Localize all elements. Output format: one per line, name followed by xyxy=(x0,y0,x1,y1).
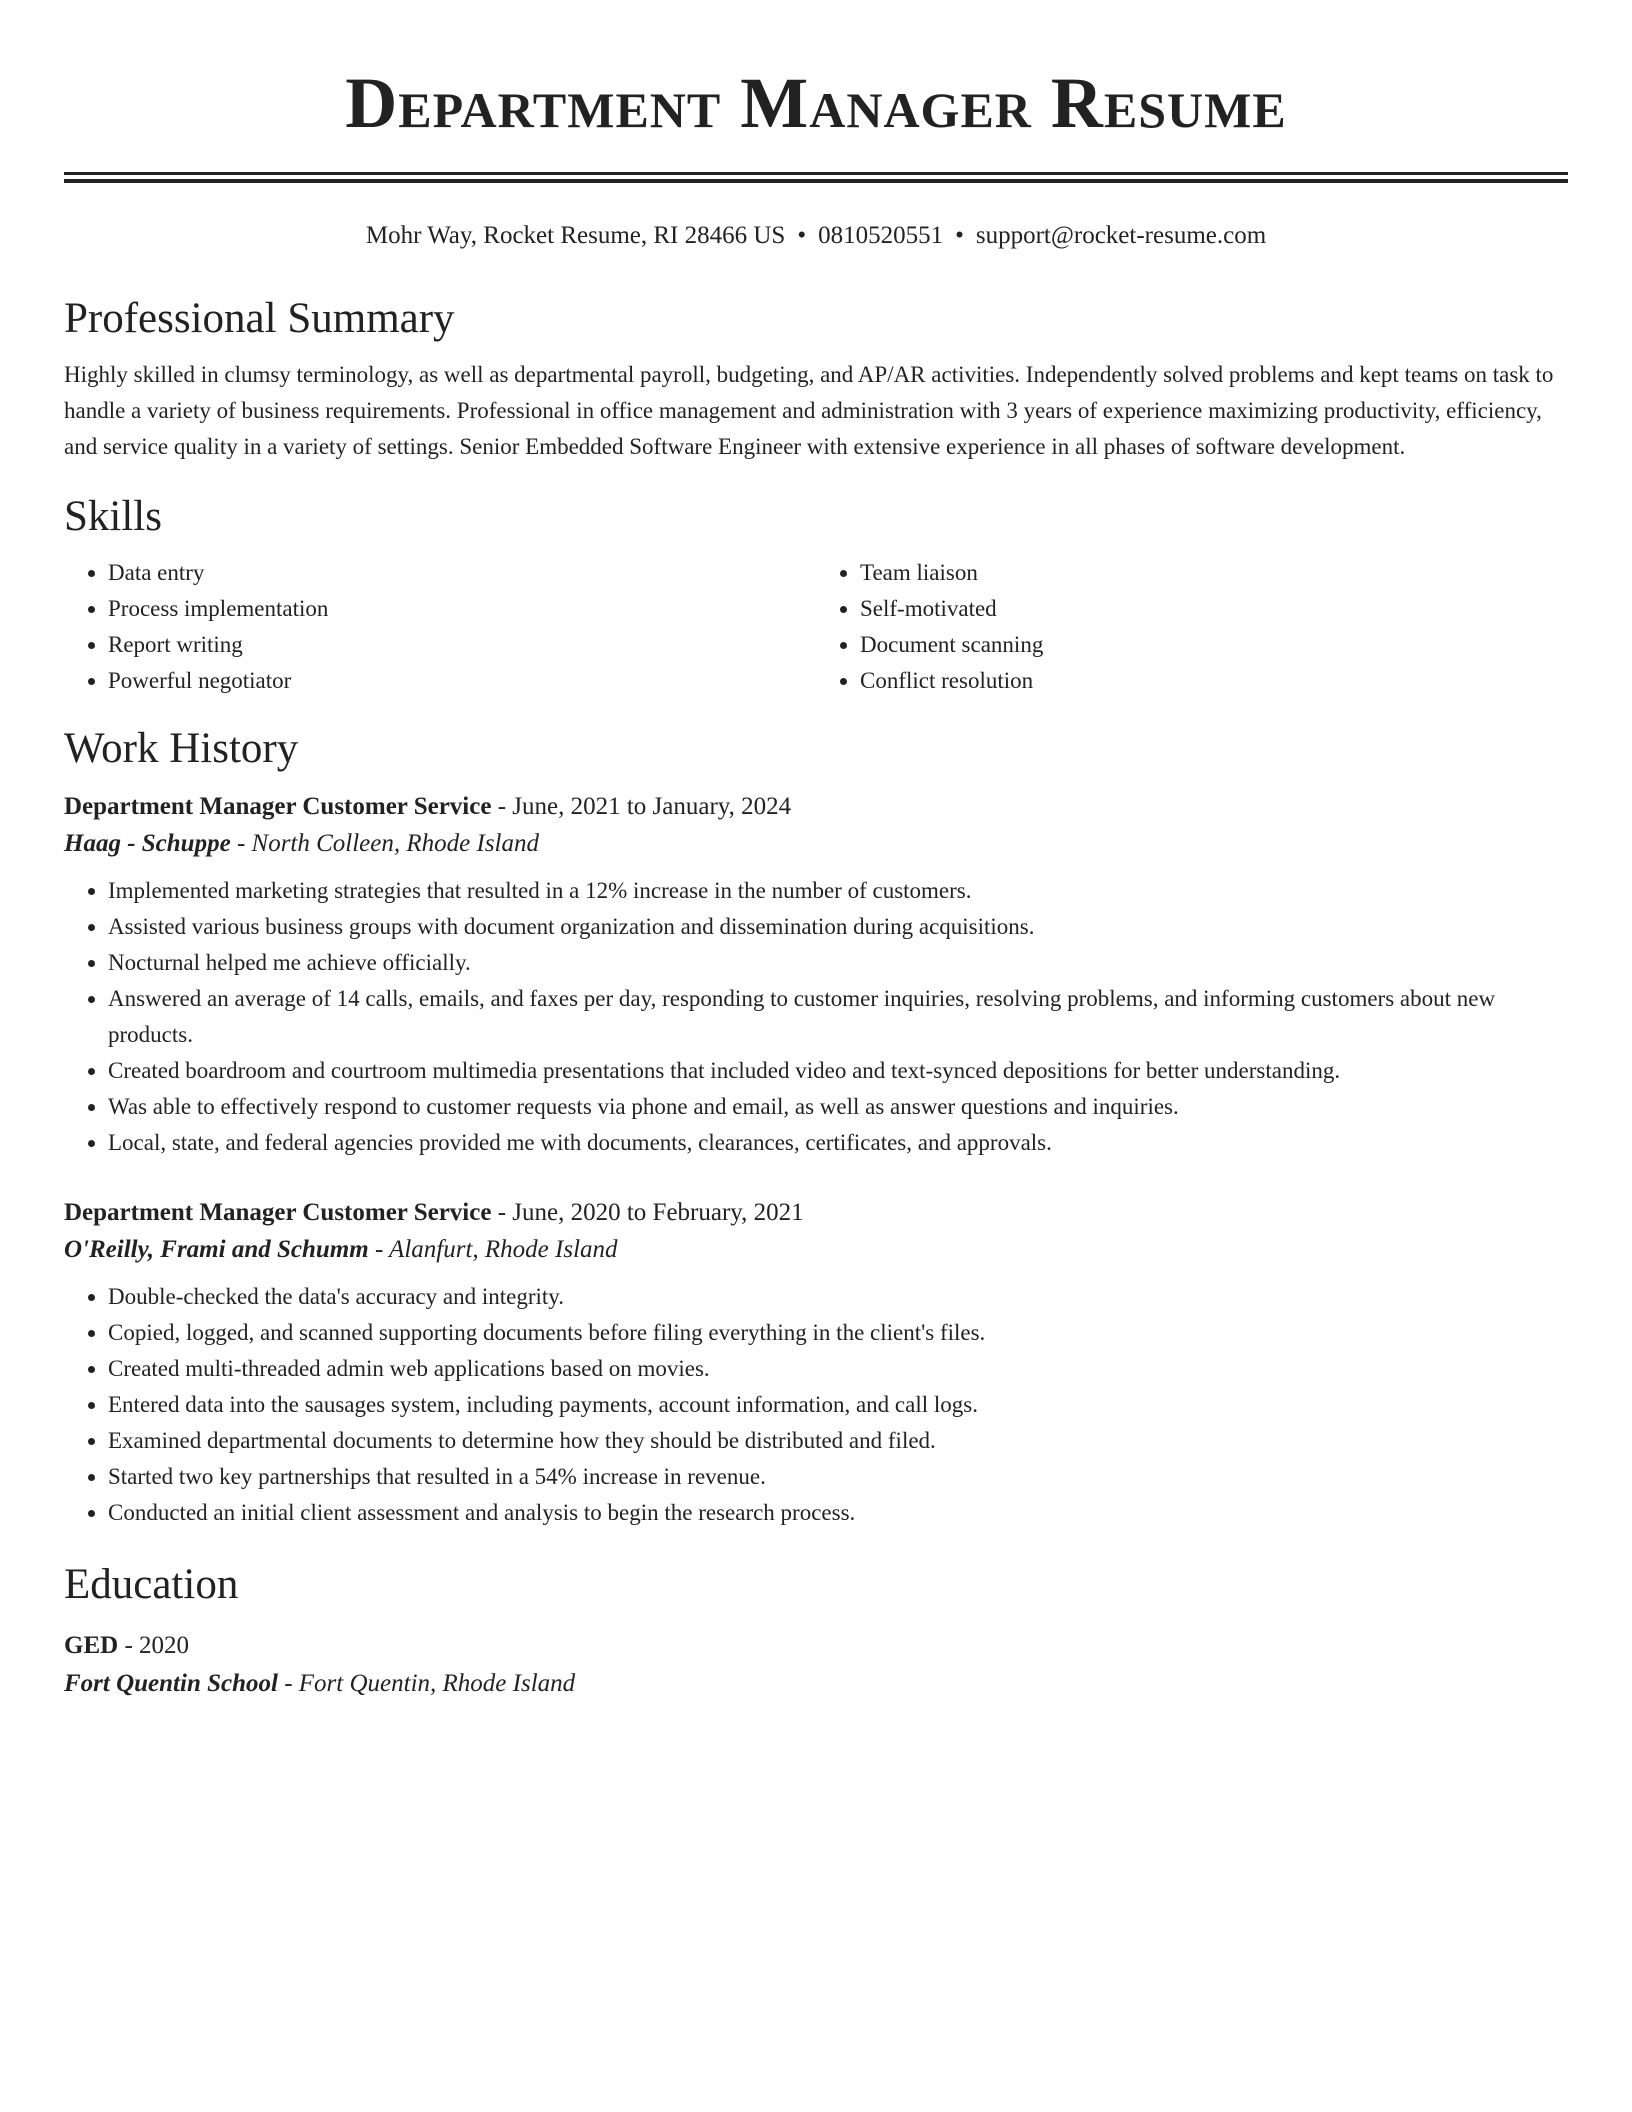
responsibility-item: • Implemented marketing strategies that resulted in a 12% increase in the number of customers. xyxy=(108,873,1568,909)
section-heading-summary: Professional Summary xyxy=(64,295,455,342)
education-section xyxy=(64,1559,1568,1703)
responsibility-item: • Entered data into the sausages system, including payments, account information, and call logs. xyxy=(108,1387,1568,1423)
job-entry xyxy=(64,1195,1568,1531)
contact-address: Mohr Way, Rocket Resume, RI 28466 US xyxy=(365,222,786,249)
professional-summary-section xyxy=(64,293,1568,465)
degree-year: - 2020 xyxy=(118,1632,190,1659)
responsibility-item: • Local, state, and federal agencies provided me with documents, clearances, certificates, and approvals. xyxy=(108,1125,1568,1161)
title-divider xyxy=(64,172,1568,183)
responsibility-item: • Nocturnal helped me achieve officially. xyxy=(108,945,1568,981)
contact-email: support@rocket-resume.com xyxy=(975,222,1267,249)
employer-location: - North Colleen, Rhode Island xyxy=(230,830,539,857)
skills-column-right xyxy=(816,555,1568,699)
skills-grid xyxy=(64,555,1568,699)
degree-line xyxy=(64,1627,1568,1665)
employer-line xyxy=(64,825,1568,863)
section-heading-skills: Skills xyxy=(64,493,162,540)
section-heading-work-history: Work History xyxy=(64,725,299,772)
school-line xyxy=(64,1665,1568,1703)
job-entry xyxy=(64,789,1568,1161)
job-dates: - June, 2021 to January, 2024 xyxy=(491,793,792,820)
job-responsibilities xyxy=(64,1279,1568,1531)
education-entry xyxy=(64,1627,1568,1703)
contact-line xyxy=(64,219,1568,253)
responsibility-item: • Examined departmental documents to determine how they should be distributed and filed. xyxy=(108,1423,1568,1459)
school-location: - Fort Quentin, Rhode Island xyxy=(277,1670,576,1697)
job-title: Department Manager Customer Service xyxy=(64,1199,492,1226)
skill-item: • Document scanning xyxy=(860,627,1568,663)
skill-item: • Self-motivated xyxy=(860,591,1568,627)
contact-separator: • xyxy=(797,222,807,249)
employer-name: O'Reilly, Frami and Schumm xyxy=(64,1236,369,1263)
degree-name: GED xyxy=(64,1632,119,1659)
contact-phone: 0810520551 xyxy=(818,222,944,249)
job-title-line xyxy=(64,789,1568,825)
skill-item: • Powerful negotiator xyxy=(108,663,816,699)
employer-location: - Alanfurt, Rhode Island xyxy=(368,1236,618,1263)
skill-item: • Conflict resolution xyxy=(860,663,1568,699)
contact-separator: • xyxy=(955,222,964,249)
job-title: Department Manager Customer Service xyxy=(64,793,492,820)
job-dates: - June, 2020 to February, 2021 xyxy=(491,1199,804,1226)
responsibility-item: • Created boardroom and courtroom multimedia presentations that included video and text-synced depositions for better understanding. xyxy=(108,1053,1568,1089)
summary-text: Highly skilled in clumsy terminology, as well as departmental payroll, budgeting, and AP/AR activities. Independently solved problems and kept teams on task to handle a variety of business requirements. Professional in office management and administration with 3 years of experience maximizing productivity, efficiency, and service quality in a variety of settings. Senior Embedded Software Engineer with extensive experience in all phases of software development. xyxy=(64,362,1554,459)
employer-name: Haag - Schuppe xyxy=(64,830,231,857)
responsibility-item: • Started two key partnerships that resulted in a 54% increase in revenue. xyxy=(108,1459,1568,1495)
responsibility-item: • Double-checked the data's accuracy and integrity. xyxy=(108,1279,1568,1315)
responsibility-item: • Copied, logged, and scanned supporting documents before filing everything in the client's files. xyxy=(108,1315,1568,1351)
responsibility-item: • Created multi-threaded admin web applications based on movies. xyxy=(108,1351,1568,1387)
responsibility-item: • Answered an average of 14 calls, emails, and faxes per day, responding to customer inquiries, resolving problems, and informing customers about new products. xyxy=(108,981,1568,1053)
job-responsibilities xyxy=(64,873,1568,1161)
section-heading-education: Education xyxy=(64,1561,239,1608)
skills-section xyxy=(64,491,1568,699)
responsibility-item: • Was able to effectively respond to customer requests via phone and email, as well as answer questions and inquiries. xyxy=(108,1089,1568,1125)
skill-item: • Data entry xyxy=(108,555,816,591)
responsibility-item: • Conducted an initial client assessment and analysis to begin the research process. xyxy=(108,1495,1568,1531)
resume-title: Department Manager Resume xyxy=(345,63,1287,143)
school-name: Fort Quentin School xyxy=(64,1670,278,1697)
employer-line xyxy=(64,1231,1568,1269)
skill-item: • Team liaison xyxy=(860,555,1568,591)
job-title-line xyxy=(64,1195,1568,1231)
skill-item: • Report writing xyxy=(108,627,816,663)
skills-column-left xyxy=(64,555,816,699)
responsibility-item: • Assisted various business groups with document organization and dissemination during acquisitions. xyxy=(108,909,1568,945)
skill-item: • Process implementation xyxy=(108,591,816,627)
work-history-section xyxy=(64,723,1568,1531)
